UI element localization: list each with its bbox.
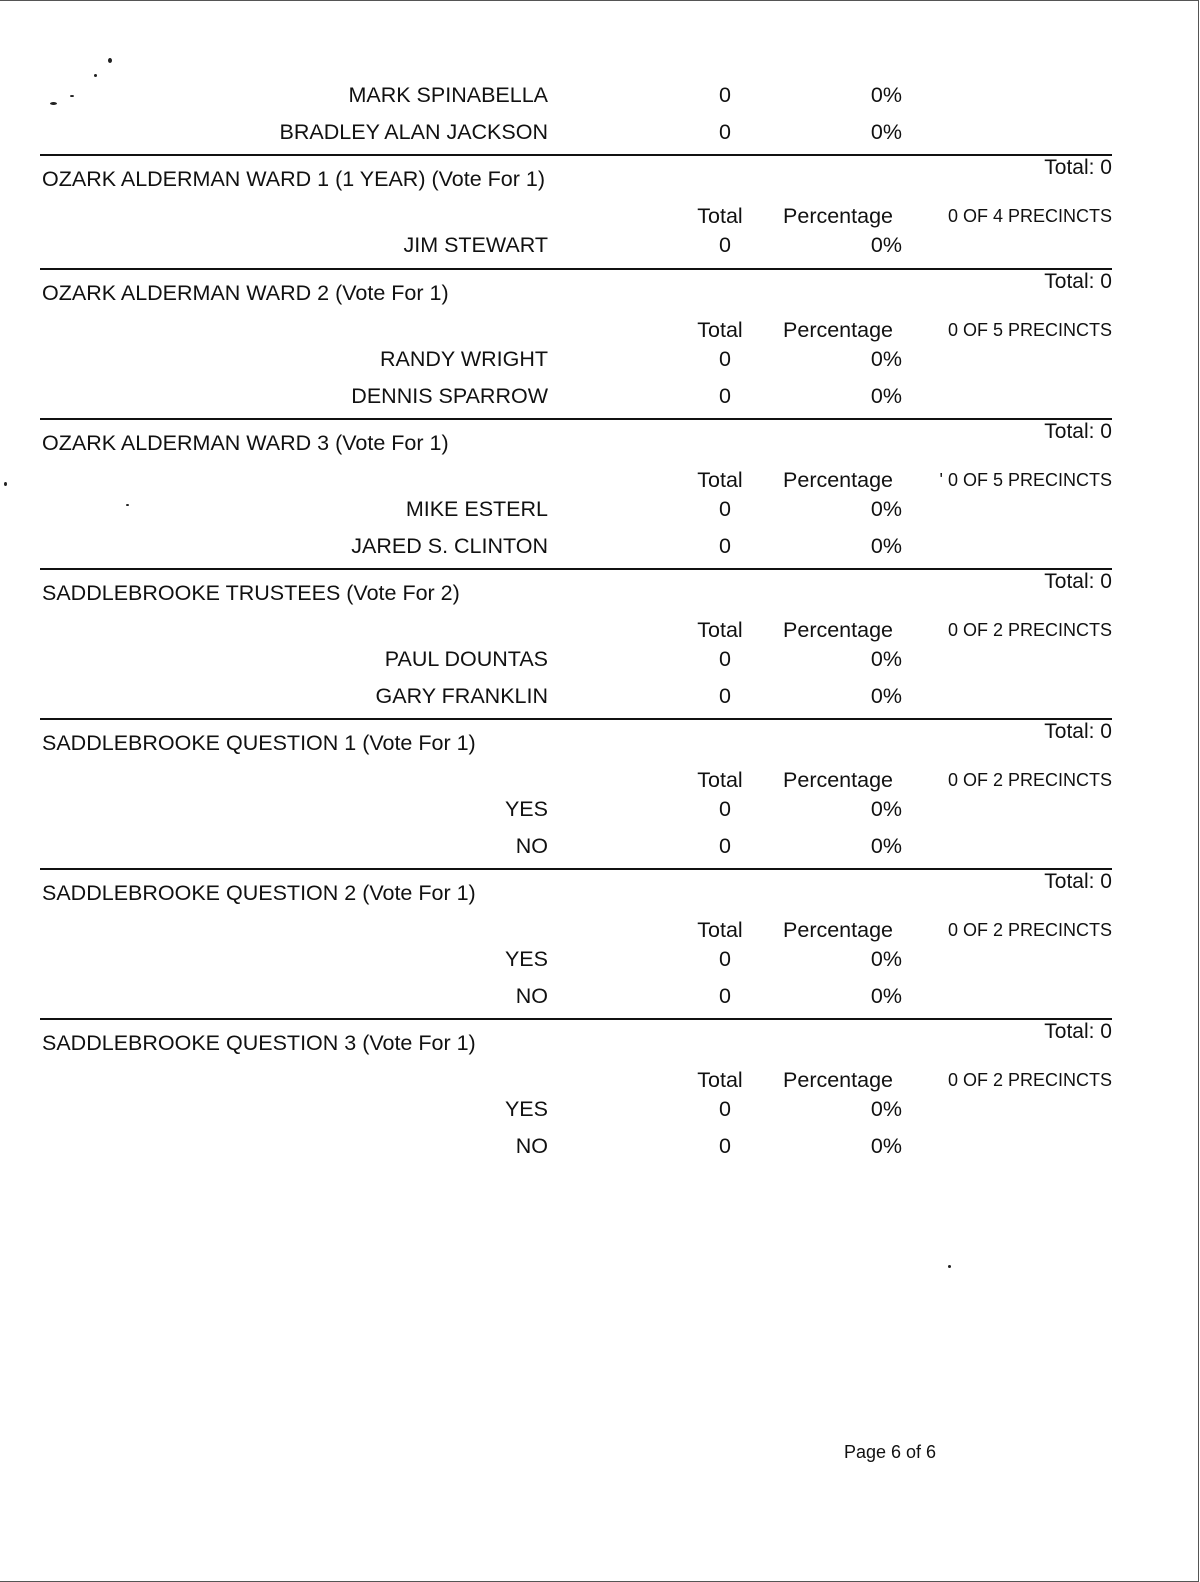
race-total: Total: 0 [1044, 1020, 1112, 1043]
race-title: OZARK ALDERMAN WARD 1 (1 YEAR) (Vote For 1) [42, 167, 545, 191]
candidate-row [0, 1094, 1200, 1124]
candidate-row [0, 117, 1200, 147]
candidate-total: 0 [719, 834, 731, 858]
candidate-row [0, 344, 1200, 374]
candidate-percentage: 0% [870, 834, 902, 858]
race-total: Total: 0 [1044, 720, 1112, 743]
candidate-percentage: 0% [870, 233, 902, 257]
candidate-row [0, 644, 1200, 674]
candidate-name: NO [515, 984, 548, 1008]
candidate-name: BRADLEY ALAN JACKSON [279, 120, 548, 144]
candidate-total: 0 [719, 497, 731, 521]
candidate-name: NO [515, 834, 548, 858]
column-header-total: Total [697, 468, 743, 492]
column-header-percentage: Percentage [783, 1068, 893, 1092]
race-total: Total: 0 [1044, 870, 1112, 893]
candidate-row [0, 494, 1200, 524]
candidate-name: JARED S. CLINTON [351, 534, 548, 558]
candidate-row [0, 381, 1200, 411]
candidate-percentage: 0% [870, 1097, 902, 1121]
column-header-percentage: Percentage [783, 204, 893, 228]
candidate-name: YES [504, 947, 548, 971]
candidate-row [0, 681, 1200, 711]
candidate-name: JIM STEWART [403, 233, 548, 257]
race-title: OZARK ALDERMAN WARD 2 (Vote For 1) [42, 281, 449, 305]
race-divider [40, 868, 1112, 870]
race-total: Total: 0 [1044, 270, 1112, 293]
candidate-total: 0 [719, 233, 731, 257]
candidate-row [0, 981, 1200, 1011]
candidate-total: 0 [719, 947, 731, 971]
candidate-percentage: 0% [870, 83, 902, 107]
candidate-name: MARK SPINABELLA [348, 83, 548, 107]
precincts-reporting: 0 OF 2 PRECINCTS [947, 620, 1112, 640]
race-divider [40, 1018, 1112, 1020]
candidate-name: NO [515, 1134, 548, 1158]
candidate-percentage: 0% [870, 384, 902, 408]
race-divider [40, 268, 1112, 270]
scan-speck [94, 74, 97, 77]
candidate-percentage: 0% [870, 647, 902, 671]
candidate-name: GARY FRANKLIN [375, 684, 548, 708]
column-header-percentage: Percentage [783, 768, 893, 792]
candidate-total: 0 [719, 534, 731, 558]
candidate-name: DENNIS SPARROW [351, 384, 548, 408]
race-title: SADDLEBROOKE QUESTION 1 (Vote For 1) [42, 731, 476, 755]
candidate-total: 0 [719, 83, 731, 107]
column-header-total: Total [697, 918, 743, 942]
candidate-percentage: 0% [870, 497, 902, 521]
column-header-total: Total [697, 1068, 743, 1092]
race-title: SADDLEBROOKE QUESTION 2 (Vote For 1) [42, 881, 476, 905]
candidate-total: 0 [719, 120, 731, 144]
precincts-reporting: ' 0 OF 5 PRECINCTS [939, 470, 1112, 490]
column-header-percentage: Percentage [783, 618, 893, 642]
candidate-percentage: 0% [870, 797, 902, 821]
candidate-percentage: 0% [870, 1134, 902, 1158]
candidate-row [0, 944, 1200, 974]
candidate-total: 0 [719, 647, 731, 671]
race-divider [40, 418, 1112, 420]
race-divider [40, 154, 1112, 156]
candidate-percentage: 0% [870, 684, 902, 708]
precincts-reporting: 0 OF 4 PRECINCTS [947, 206, 1112, 226]
candidate-row [0, 831, 1200, 861]
race-total: Total: 0 [1044, 420, 1112, 443]
candidate-name: MIKE ESTERL [405, 497, 548, 521]
race-total: Total: 0 [1044, 156, 1112, 179]
candidate-total: 0 [719, 1097, 731, 1121]
candidate-percentage: 0% [870, 947, 902, 971]
column-header-percentage: Percentage [783, 468, 893, 492]
precincts-reporting: 0 OF 2 PRECINCTS [947, 1070, 1112, 1090]
candidate-total: 0 [719, 984, 731, 1008]
candidate-row [0, 794, 1200, 824]
race-section [0, 418, 1200, 568]
candidate-name: RANDY WRIGHT [379, 347, 548, 371]
column-header-percentage: Percentage [783, 318, 893, 342]
precincts-reporting: 0 OF 2 PRECINCTS [947, 770, 1112, 790]
race-title: SADDLEBROOKE QUESTION 3 (Vote For 1) [42, 1031, 476, 1055]
candidate-percentage: 0% [870, 984, 902, 1008]
precincts-reporting: 0 OF 2 PRECINCTS [947, 920, 1112, 940]
candidate-row [0, 230, 1200, 260]
race-total: Total: 0 [1044, 570, 1112, 593]
column-header-total: Total [697, 618, 743, 642]
precincts-reporting: 0 OF 5 PRECINCTS [947, 320, 1112, 340]
race-section [0, 718, 1200, 868]
column-header-total: Total [697, 204, 743, 228]
column-header-total: Total [697, 768, 743, 792]
page-number: Page 6 of 6 [843, 1442, 937, 1462]
candidate-total: 0 [719, 797, 731, 821]
candidate-percentage: 0% [870, 534, 902, 558]
candidate-total: 0 [719, 684, 731, 708]
candidate-percentage: 0% [870, 120, 902, 144]
candidate-name: PAUL DOUNTAS [384, 647, 548, 671]
candidate-total: 0 [719, 384, 731, 408]
column-header-percentage: Percentage [783, 918, 893, 942]
candidate-name: YES [504, 1097, 548, 1121]
race-section [0, 568, 1200, 718]
race-title: SADDLEBROOKE TRUSTEES (Vote For 2) [42, 581, 460, 605]
race-divider [40, 718, 1112, 720]
candidate-row [0, 531, 1200, 561]
column-header-total: Total [697, 318, 743, 342]
candidate-row [0, 80, 1200, 110]
race-title: OZARK ALDERMAN WARD 3 (Vote For 1) [42, 431, 449, 455]
candidate-percentage: 0% [870, 347, 902, 371]
race-section [0, 1018, 1200, 1168]
scan-speck [948, 1265, 951, 1268]
candidate-row [0, 1131, 1200, 1161]
race-section [0, 268, 1200, 418]
candidate-total: 0 [719, 1134, 731, 1158]
race-section [0, 868, 1200, 1018]
scan-speck [108, 58, 112, 63]
candidate-name: YES [504, 797, 548, 821]
race-divider [40, 568, 1112, 570]
candidate-total: 0 [719, 347, 731, 371]
